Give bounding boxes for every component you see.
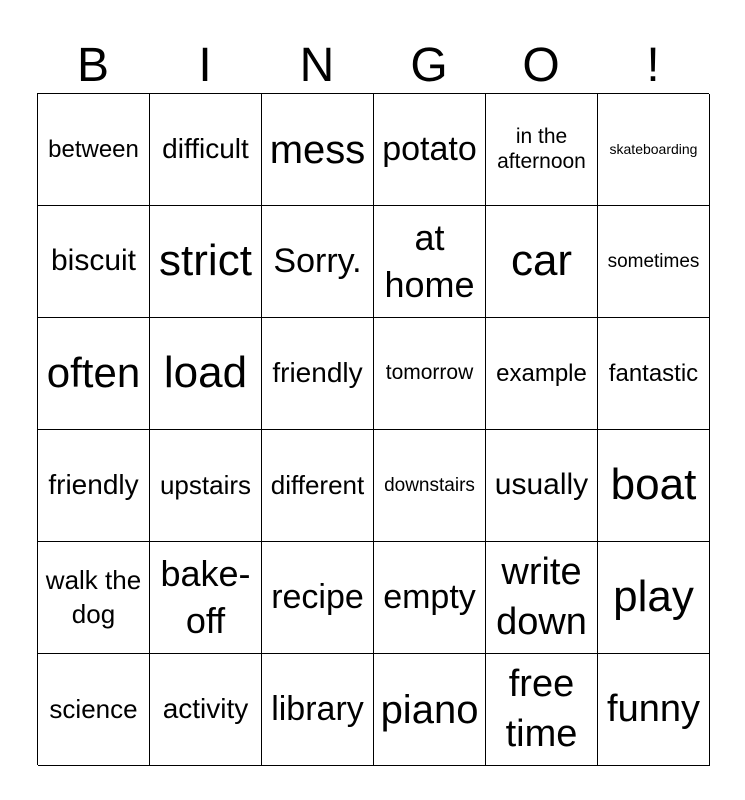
bingo-cell[interactable] (598, 654, 710, 766)
cell-text: in the afternoon (497, 125, 586, 173)
cell-text: strict (159, 236, 252, 286)
cell-text: tomorrow (385, 361, 474, 385)
bingo-cell[interactable] (374, 94, 486, 206)
bingo-cell[interactable] (150, 94, 262, 206)
cell-text: write down (496, 551, 587, 643)
cell-text: activity (162, 693, 249, 725)
cell-text: boat (610, 460, 697, 510)
bingo-cell[interactable] (486, 430, 598, 542)
cell-text: free time (505, 663, 578, 755)
cell-text: Sorry. (273, 242, 362, 281)
bingo-cell[interactable] (262, 542, 374, 654)
cell-text: funny (607, 687, 700, 730)
cell-text: piano (380, 687, 479, 732)
bingo-cell[interactable] (374, 318, 486, 430)
cell-text: usually (494, 468, 589, 502)
bingo-cell[interactable] (150, 654, 262, 766)
bingo-cell[interactable] (598, 206, 710, 318)
cell-text: mess (269, 127, 366, 172)
header-letter-b: B (76, 39, 109, 92)
bingo-cell[interactable] (598, 542, 710, 654)
bingo-cell[interactable] (150, 542, 262, 654)
bingo-cell[interactable] (38, 654, 150, 766)
cell-text: between (48, 135, 139, 163)
bingo-cell[interactable] (374, 430, 486, 542)
cell-text: different (270, 469, 365, 500)
bingo-cell[interactable] (262, 318, 374, 430)
cell-text: skateboarding (609, 141, 698, 158)
bingo-cell[interactable] (38, 94, 150, 206)
bingo-cell[interactable] (486, 318, 598, 430)
header-letter-g: G (410, 39, 448, 92)
bingo-header (37, 38, 709, 94)
bingo-cell[interactable] (38, 206, 150, 318)
cell-text: fantastic (608, 359, 699, 387)
cell-text: often (46, 349, 141, 397)
bingo-cell[interactable] (598, 430, 710, 542)
bingo-cell[interactable] (262, 206, 374, 318)
bingo-cell[interactable] (262, 430, 374, 542)
cell-text: empty (383, 578, 476, 617)
bingo-cell[interactable] (262, 654, 374, 766)
bingo-cell[interactable] (598, 318, 710, 430)
cell-text: downstairs (384, 474, 475, 496)
cell-text: at home (384, 216, 475, 305)
cell-text: example (496, 359, 587, 387)
bingo-cell[interactable] (486, 542, 598, 654)
bingo-board (37, 93, 709, 765)
bingo-cell[interactable] (38, 430, 150, 542)
bingo-cell[interactable] (486, 654, 598, 766)
header-letter-o: O (522, 39, 560, 92)
cell-text: bake-off (160, 552, 251, 641)
cell-text: load (163, 348, 248, 398)
cell-text: friendly (48, 469, 139, 501)
bingo-cell[interactable] (374, 654, 486, 766)
bingo-cell[interactable] (374, 542, 486, 654)
bingo-cell[interactable] (486, 94, 598, 206)
cell-text: play (613, 572, 694, 622)
bingo-cell[interactable] (150, 318, 262, 430)
bingo-cell[interactable] (150, 206, 262, 318)
header-letter-i: I (198, 39, 212, 92)
cell-text: walk the dog (45, 564, 142, 629)
bingo-cell[interactable] (374, 206, 486, 318)
cell-text: recipe (271, 578, 364, 617)
cell-text: science (49, 693, 138, 724)
cell-text: car (510, 236, 573, 286)
bingo-cell[interactable] (150, 430, 262, 542)
header-exclamation: ! (646, 39, 660, 92)
bingo-cell[interactable] (262, 94, 374, 206)
cell-text: sometimes (607, 250, 700, 272)
cell-text: friendly (272, 357, 363, 389)
header-letter-n: N (299, 39, 335, 92)
cell-text: potato (382, 130, 477, 169)
bingo-cell[interactable] (38, 542, 150, 654)
cell-text: upstairs (159, 469, 252, 500)
cell-text: biscuit (50, 244, 137, 278)
cell-text: library (271, 690, 364, 729)
bingo-cell[interactable] (38, 318, 150, 430)
bingo-cell[interactable] (598, 94, 710, 206)
cell-text: difficult (162, 133, 249, 165)
bingo-cell[interactable] (486, 206, 598, 318)
